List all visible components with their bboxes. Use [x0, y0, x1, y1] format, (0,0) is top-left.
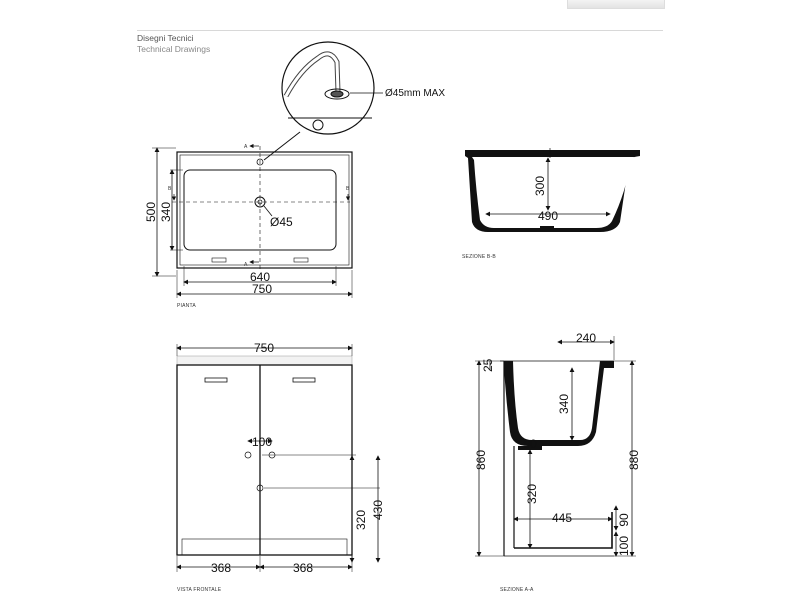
- section-bb-caption: SEZIONE B-B: [462, 254, 496, 260]
- plan-width-label: 750: [251, 282, 273, 296]
- bb-depth-label: 300: [533, 175, 547, 196]
- front-offset-label: 100: [251, 435, 273, 449]
- aa-basin-depth-label: 340: [557, 393, 571, 415]
- bb-width-label: 490: [537, 209, 559, 223]
- front-right-door-label: 368: [292, 561, 314, 575]
- aa-base-100-label: 100: [617, 535, 631, 557]
- plan-caption: PIANTA: [177, 303, 196, 309]
- aa-drain-width-label: 90: [523, 437, 537, 451]
- plan-mark-b-right: B: [346, 186, 350, 192]
- aa-860-label: 860: [474, 449, 488, 471]
- plan-height-label: 500: [144, 201, 158, 223]
- aa-rim-label: 25: [481, 358, 495, 372]
- header-title-english: Technical Drawings: [137, 44, 211, 54]
- detail-note: Ø45mm MAX: [385, 88, 446, 99]
- plan-hole-label: Ø45: [270, 215, 293, 229]
- aa-pipe-height-label: 320: [525, 483, 539, 505]
- front-320-label: 320: [354, 509, 368, 531]
- front-caption: VISTA FRONTALE: [177, 587, 222, 593]
- plan-inner-height-label: 340: [159, 201, 173, 223]
- aa-base-depth-label: 445: [551, 511, 573, 525]
- front-left-door-label: 368: [210, 561, 232, 575]
- plan-mark-a-top: A: [244, 144, 248, 150]
- front-width-label: 750: [253, 341, 275, 355]
- header-title-italian: Disegni Tecnici: [137, 33, 194, 43]
- plan-mark-b-left: B: [168, 186, 172, 192]
- front-430-label: 430: [371, 499, 385, 521]
- aa-top-width-label: 240: [575, 331, 597, 345]
- aa-base-90-label: 90: [617, 513, 631, 527]
- detail-magnifier: [264, 42, 374, 160]
- plan-view: [152, 42, 445, 298]
- plan-inner-width-label: 640: [249, 270, 271, 284]
- section-aa-caption: SEZIONE A-A: [500, 587, 534, 593]
- front-view: [177, 344, 380, 572]
- plan-mark-a-bottom: A: [244, 262, 248, 268]
- aa-880-label: 880: [627, 449, 641, 471]
